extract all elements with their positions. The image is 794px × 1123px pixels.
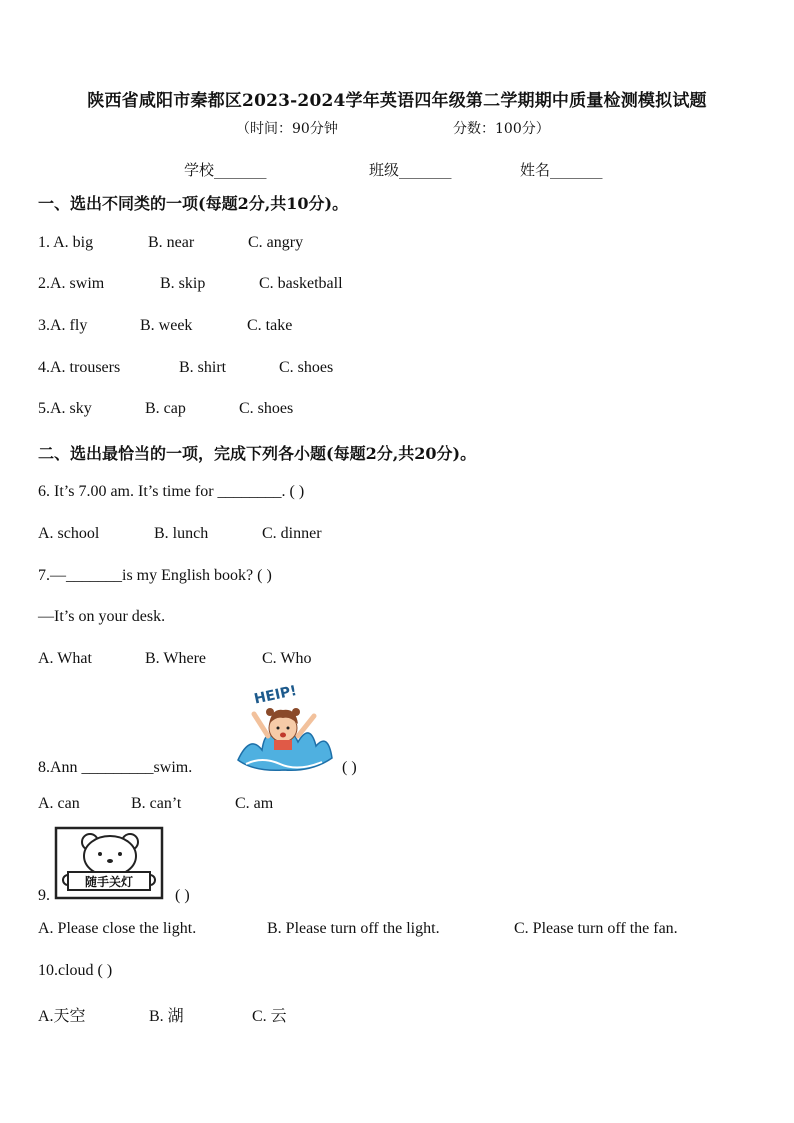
q3-option-c: C. take: [247, 317, 293, 334]
q10-stem: 10.cloud ( ): [38, 962, 113, 979]
q9-option-c: C. Please turn off the fan.: [514, 920, 678, 937]
q8-answer-paren: ( ): [342, 759, 357, 776]
name-field[interactable]: 姓名_______: [520, 161, 603, 179]
q1-option-c: C. angry: [248, 234, 304, 251]
q5-option-c: C. shoes: [239, 400, 294, 417]
section-2-heading: 二、选出最恰当的一项，完成下列各小题(每题2分,共20分)。: [38, 444, 477, 463]
q2-option-b: B. skip: [160, 275, 206, 292]
q5-option-b: B. cap: [145, 400, 186, 417]
q7-reply: —It’s on your desk.: [38, 608, 166, 625]
help-caption: HEIP!: [252, 682, 299, 708]
q10-option-b: B. 湖: [149, 1008, 184, 1025]
q1-option-b: B. near: [148, 234, 195, 251]
q9-answer-paren: ( ): [175, 887, 190, 904]
q4-option-b: B. shirt: [179, 359, 227, 376]
exam-time: （时间：90分钟: [236, 121, 338, 137]
q5-option-a: 5.A. sky: [38, 400, 92, 417]
q7-stem: 7.—_______is my English book? ( ): [38, 567, 272, 584]
q6-stem: 6. It’s 7.00 am. It’s time for ________. ( ): [38, 483, 305, 500]
class-field[interactable]: 班级_______: [369, 161, 452, 179]
drowning-girl-illustration: [232, 680, 336, 776]
page-title: 陕西省咸阳市秦都区2023-2024学年英语四年级第二学期期中质量检测模拟试题: [87, 91, 707, 111]
q6-option-c: C. dinner: [262, 525, 322, 542]
q7-option-a: A. What: [38, 650, 92, 667]
q6-option-b: B. lunch: [154, 525, 209, 542]
q4-option-c: C. shoes: [279, 359, 334, 376]
q2-option-a: 2.A. swim: [38, 275, 105, 292]
q8-option-b: B. can’t: [131, 795, 182, 812]
bear-sign-illustration: [54, 826, 164, 900]
section-1-heading: 一、选出不同类的一项(每题2分,共10分)。: [38, 194, 349, 213]
q8-option-a: A. can: [38, 795, 80, 812]
q10-option-a: A.天空: [38, 1008, 86, 1025]
q10-option-c: C. 云: [252, 1008, 287, 1025]
q9-option-b: B. Please turn off the light.: [267, 920, 440, 937]
q3-option-a: 3.A. fly: [38, 317, 88, 334]
q6-option-a: A. school: [38, 525, 100, 542]
q2-option-c: C. basketball: [259, 275, 343, 292]
q9-option-a: A. Please close the light.: [38, 920, 197, 937]
q9-stem: 9.: [38, 887, 50, 904]
q8-stem: 8.Ann _________swim.: [38, 759, 193, 776]
q3-option-b: B. week: [140, 317, 193, 334]
q1-option-a: 1. A. big: [38, 234, 94, 251]
exam-score: 分数：100分）: [453, 121, 550, 137]
q8-option-c: C. am: [235, 795, 274, 812]
q4-option-a: 4.A. trousers: [38, 359, 121, 376]
sign-caption: 随手关灯: [84, 875, 134, 889]
q7-option-b: B. Where: [145, 650, 207, 667]
q7-option-c: C. Who: [262, 650, 312, 667]
school-field[interactable]: 学校_______: [184, 161, 267, 179]
